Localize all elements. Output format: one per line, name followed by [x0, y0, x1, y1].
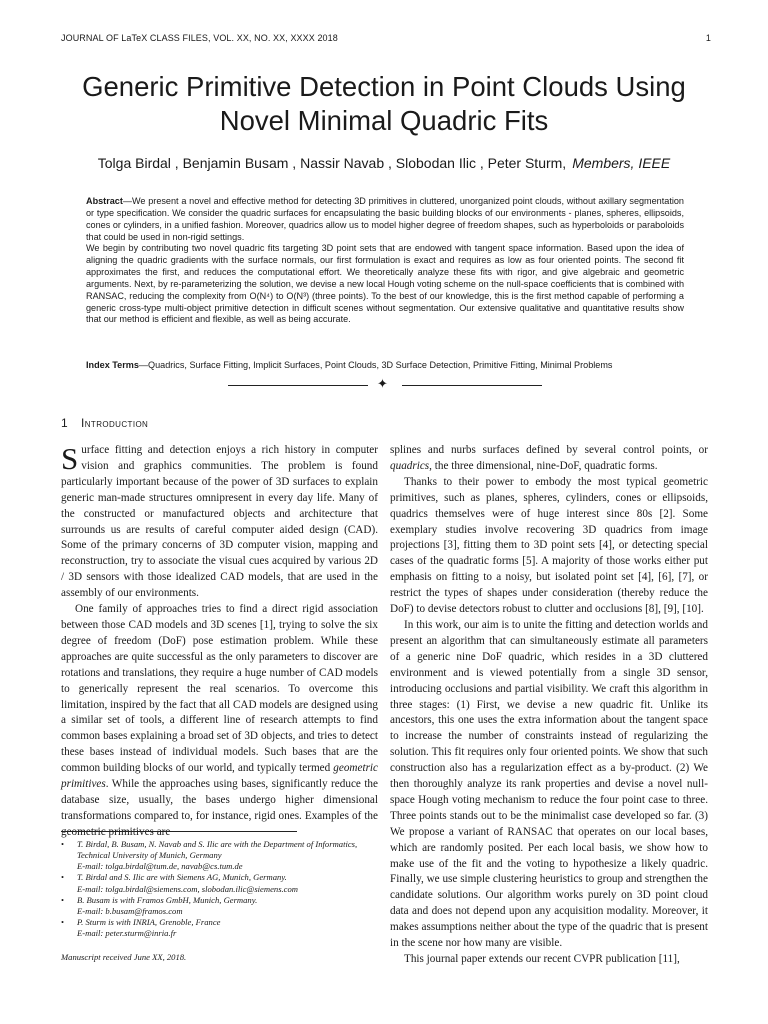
right-column	[390, 443, 708, 968]
footnote-item	[61, 895, 381, 917]
author-membership: Members, IEEE	[572, 155, 671, 171]
affiliation-footnotes	[61, 839, 381, 939]
quadrics-term: quadrics	[390, 459, 430, 472]
section-separator	[228, 378, 542, 392]
intro-continued-text-b: , the three dimensional, nine-DoF, quadratic forms.	[429, 459, 658, 472]
footnote-rule	[61, 831, 297, 832]
footnote-affiliation: B. Busam is with Framos GmbH, Munich, Germany.	[77, 894, 258, 905]
footnote-item	[61, 872, 381, 894]
intro-paragraph-2	[61, 602, 378, 841]
intro-paragraph-3: Thanks to their power to embody the most typical geometric primitives, such as planes, spheres, cylinders, cones or ellipsoids, quadrics themselves were of huge interest since 80s [2]. Some exemplary studies involve recovering 3D quadrics from image projections [3], fitting them to 3D point sets [4], or detecting special cases of the quadratic forms [5]. A majority of those works either put emphasis on fitting to a noisy, but isolated point set [4], [6], [7], or restrict the types of shapes under consideration (thereby reduce the DoF) to devise detectors robust to clutter and occlusions [8], [9], [10].	[390, 475, 708, 616]
separator-diamond-icon: ✦	[377, 376, 388, 391]
intro-paragraph-continued	[390, 443, 708, 475]
section-title: Introduction	[81, 416, 149, 430]
footnote-email: E-mail: b.busam@framos.com	[77, 905, 183, 916]
footnote-bullet: •	[61, 839, 65, 849]
abstract-text-1: —We present a novel and effective method for detecting 3D primitives in cluttered, unorganized point clouds, without axillary segmentation or type specification. We consider the quadric surfaces for encapsulating the basic building blocks of our environments - planes, spheres, ellipsoids, cones or cylinders, in a unified fashion. Moreover, quadrics allow us to model higher degree of freedom shapes, such as hyperboloids or paraboloids that could be used in non-rigid settings.	[86, 196, 684, 242]
footnote-affiliation: T. Birdal and S. Ilic are with Siemens AG, Munich, Germany.	[77, 872, 287, 883]
index-terms-text: —Quadrics, Surface Fitting, Implicit Surfaces, Point Clouds, 3D Surface Detection, Primitive Fitting, Minimal Problems	[138, 360, 613, 370]
separator-rule-left	[228, 385, 368, 386]
abstract-label: Abstract	[86, 196, 123, 206]
footnote-email: E-mail: tolga.birdal@siemens.com, slobodan.ilic@siemens.com	[77, 883, 298, 894]
footnote-email: E-mail: peter.sturm@inria.fr	[77, 928, 177, 939]
intro-continued-text-a: splines and nurbs surfaces defined by several control points, or	[390, 444, 708, 456]
footnote-bullet: •	[61, 872, 65, 883]
abstract-paragraph-1	[86, 196, 684, 243]
intro-paragraph-2-text-b: . While the approaches using bases, significantly reduce the database size, usually, the bases undergo higher dimensional transformations compared to, for instance, rigid ones. Examples of the geometric primitives are	[61, 778, 378, 838]
footnote-bullet: •	[61, 894, 65, 905]
journal-name: JOURNAL OF LaTeX CLASS FILES, VOL. XX, NO. XX, XXXX 2018	[61, 33, 338, 43]
footnote-affiliation: P. Sturm is with INRIA, Grenoble, France	[77, 917, 221, 928]
footnote-email: E-mail: tolga.birdal@tum.de, navab@cs.tum.de	[77, 861, 243, 872]
section-number: 1	[61, 416, 68, 430]
intro-paragraph-2-text-a: One family of approaches tries to find a direct rigid association between those CAD models and 3D scenes [1], trying to solve the six degree of freedom (DoF) pose estimation problem. While these approaches are quite successful as the only parameters to discover are rotations and translations, they require a huge number of CAD models to generically represent the real scenarios. To overcome this limitation, inspired by the fact that all CAD models are designed using a similar set of tools, a different line of research attempts to find common bases explaining a broad set of 3D objects, and tries to detect these bases instead of individual models. Such bases that are the common building blocks of our world, and typically termed	[61, 603, 378, 775]
intro-paragraph-4: In this work, our aim is to unite the fitting and detection worlds and present an algorithm that can simultaneously estimate all parameters of a generic nine DoF quadric, which resides in a 3D cluttered environment and is viewed potentially from a single 3D sensor, introducing occlusions and partial visibility. We craft this algorithm in three stages: (1) First, we devise a new quadric fit. Unlike its ancestors, this one uses the extra information about the tangent space to increase the number of constraints instead of regularizing the solution. This fit requires only four oriented points. We show that such construction also has a regularization effect as a by-product. (2) We then thoroughly analyze its rank properties and devise a novel null-space Hough voting mechanism to reduce the four point case to three. Three points stands out to be the minimalist case developed so far. (3) We propose a variant of RANSAC that operates on our local bases, which are randomly posited. Per each local basis, we show how to make use of the fit and the voting to hypothesize a likely quadric. Finally, we use simple clustering heuristics to group and strengthen the candidate solutions. Our algorithm works purely on 3D point cloud data and does not depend upon any acquisition modality. Moreover, it makes assumptions neither about the type of the quadric that is present in the scene nor how many are visible.	[390, 618, 708, 950]
paper-title: Generic Primitive Detection in Point Clouds Using Novel Minimal Quadric Fits	[82, 71, 686, 136]
geometric-primitives-term: geometric primitives	[61, 762, 378, 791]
index-terms-label: Index Terms	[86, 360, 139, 370]
abstract	[86, 196, 684, 326]
index-terms	[86, 359, 684, 371]
footnote-bullet: •	[61, 917, 65, 928]
author-names: Tolga Birdal , Benjamin Busam , Nassir Navab , Slobodan Ilic , Peter Sturm,	[97, 155, 567, 171]
author-list	[60, 154, 708, 172]
footnote-item	[61, 839, 381, 872]
left-column	[61, 443, 378, 841]
intro-paragraph-1	[61, 443, 378, 602]
footnote-affiliation: T. Birdal, B. Busam, N. Navab and S. Ilic are with the Department of Informatics, Technical University of Munich, Germany	[77, 839, 358, 861]
page-number: 1	[705, 33, 711, 43]
abstract-paragraph-2: We begin by contributing two novel quadric fits targeting 3D point sets that are endowed with tangent space information. Based upon the idea of aligning the quadric gradients with the surface normals, our first formulation is exact and requires as low as four oriented points. The second fit approximates the first, and reduces the computational effort. We theoretically analyze these fits with rigor, and give algebraic and geometric arguments. Next, by re-parameterizing the solution, we devise a new local Hough voting scheme on the null-space coefficients that is combined with RANSAC, reducing the complexity from O(N⁴) to O(N³) (three points). To the best of our knowledge, this is the first method capable of performing a generic cross-type multi-object primitive detection in difficult scenes without segmentation. Our extensive qualitative and quantitative results show that our method is efficient and flexible, as well as being accurate.	[86, 243, 684, 325]
intro-paragraph-1-text: urface fitting and detection enjoys a rich history in computer vision and graphics communities. The problem is found particularly important because of the power of 3D surfaces to explain generic man-made structures omnipresent in every day life. Many of the constructed or manufactured objects and architecture that surrounds us are results of careful computer aided design (CAD). Some of the primary concerns of 3D computer vision, mapping and reconstruction, try to associate the visual cues acquired by various 2D / 3D sensors with those idealized CAD models, that are used in the assembly of our environments.	[61, 444, 378, 600]
manuscript-note: Manuscript received June XX, 2018.	[61, 952, 187, 962]
running-head	[61, 33, 711, 47]
section-heading	[61, 416, 148, 431]
drop-cap: S	[61, 441, 79, 476]
footnote-item	[61, 917, 381, 939]
separator-rule-right	[402, 385, 542, 386]
intro-paragraph-5: This journal paper extends our recent CVPR publication [11],	[404, 953, 680, 965]
